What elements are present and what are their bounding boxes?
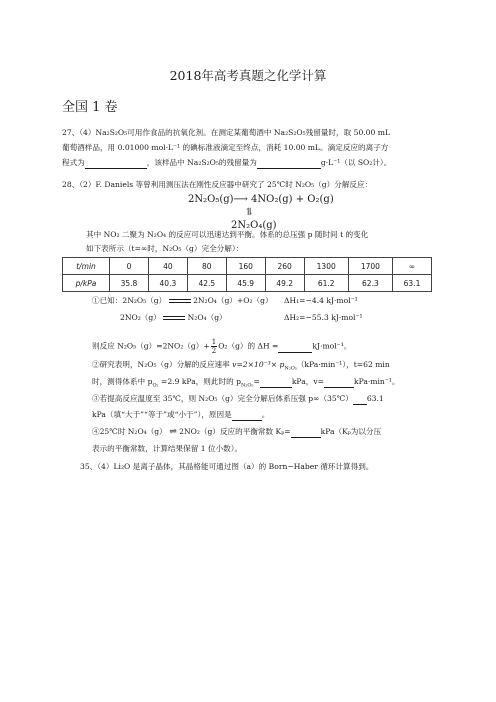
answer-blank — [257, 158, 321, 169]
part2-text-g: kPa，v= — [291, 377, 324, 386]
answer-blank — [85, 158, 147, 169]
subscript: O₂ — [152, 382, 159, 389]
table-cell: 0 — [110, 258, 149, 275]
answer-blank — [232, 410, 262, 421]
known-equation-1 — [92, 296, 273, 306]
part3-text-d: 。 — [261, 410, 270, 419]
q28-part3-line2 — [92, 410, 269, 421]
table-cell: ∞ — [392, 258, 431, 275]
q35-text: 35、（4）Li₂O 是离子晶体，其晶格能可通过图（a）的 Born−Haber 循环计算得到。 — [80, 462, 374, 471]
eq2-rhs: N₂O₄（g） — [187, 313, 227, 322]
q28-part1 — [92, 338, 351, 355]
table-cell: 42.5 — [187, 275, 226, 292]
delta-h1: ΔH₁=−4.4 kJ·mol⁻¹ — [284, 296, 358, 305]
table-cell: 1300 — [304, 258, 348, 275]
part3-text-c: kPa（填“大于”“等于”或“小于”），原因是 — [92, 410, 232, 419]
answer-blank — [260, 377, 292, 388]
answer-blank — [291, 427, 321, 438]
part2-text-a: ②研究表明，N₂O₅（g）分解的反应速率 — [92, 360, 230, 369]
table-cell: 61.2 — [304, 275, 348, 292]
table-row — [63, 275, 432, 292]
part4-text-a: ④25℃时 N₂O₄（g） — [92, 427, 167, 436]
pressure-table — [62, 257, 432, 292]
q28-part2-line1 — [92, 360, 390, 374]
q27-text-a: 程式为 — [62, 158, 85, 167]
answer-blank — [353, 394, 367, 405]
table-cell: 80 — [187, 258, 226, 275]
part1-text-c: kJ·mol⁻¹。 — [312, 341, 352, 351]
q28-part4-line2: 表示的平衡常数，计算结果保留 1 位小数）。 — [92, 444, 243, 453]
reaction-equation: 2N₂O₅(g)⟶ 4NO₂(g) + O₂(g) — [188, 194, 334, 205]
delta-h2: ΔH₂=−55.3 kJ·mol⁻¹ — [284, 313, 363, 322]
q27-text-b: ，该样品中 Na₂S₂O₅的残留量为 — [146, 158, 257, 167]
table-row — [63, 258, 432, 275]
part4-text-b: 2NO₂（g）反应的平衡常数 Kₚ= — [179, 427, 291, 436]
page-title: 2018年高考真题之化学计算 — [169, 68, 327, 83]
equilibrium-arrow: ⥮ — [245, 207, 254, 218]
fraction-denominator: 2 — [211, 347, 217, 355]
answer-blank — [324, 377, 354, 388]
part2-text-d: 时，测得体系中 p — [92, 377, 153, 386]
reversible-arrow-icon: ⇌ — [169, 427, 177, 437]
equals-sign-icon — [169, 298, 191, 304]
table-cell: 40.3 — [148, 275, 187, 292]
table-cell: 35.8 — [110, 275, 149, 292]
part2-text-c: （kPa·min⁻¹），t=62 min — [296, 360, 390, 369]
table-cell: 1700 — [348, 258, 392, 275]
part4-text-c: kPa（Kₚ为以分压 — [320, 427, 382, 436]
q28-desc-2: 如下表所示（t=∞时，N₂O₅（g）完全分解）： — [86, 244, 244, 253]
q27-line1: 27、（4）Na₂S₂O₅可用作食品的抗氧化剂。在测定某葡萄酒中 Na₂S₂O₅残留量时，取 50.00 mL — [62, 128, 391, 137]
eq1-lhs: ①已知：2N₂O₅（g） — [92, 296, 167, 305]
part2-text-e: =2.9 kPa，则此时的 p — [160, 377, 241, 386]
part2-text-f: = — [253, 377, 260, 386]
known-equation-2 — [120, 313, 227, 323]
table-cell: 260 — [265, 258, 304, 275]
part2-text-b: v=2×10⁻³× p — [232, 360, 285, 369]
q28-part3-line1 — [92, 394, 384, 405]
table-cell: 160 — [226, 258, 265, 275]
dimer-equation: 2N₂O₄(g) — [231, 220, 277, 231]
q28-desc-1: 其中 NO₂ 二聚为 N₂O₄ 的反应可以迅速达到平衡。体系的总压强 p 随时间 t 的变化 — [86, 230, 369, 239]
table-cell: 62.3 — [348, 275, 392, 292]
part3-text-b: 63.1 — [366, 394, 384, 403]
equals-sign-icon — [163, 315, 185, 321]
part1-text-a: 则反应 N₂O₅（g）=2NO₂（g）+ — [92, 341, 210, 351]
fraction — [211, 338, 217, 355]
q28-part2-line2 — [92, 377, 399, 391]
table-header: p/kPa — [63, 275, 110, 292]
part2-text-h: kPa·min⁻¹。 — [353, 377, 400, 386]
subscript: N₂O₅ — [284, 365, 297, 372]
answer-blank — [278, 342, 312, 353]
table-cell: 40 — [148, 258, 187, 275]
q27-text-c: g·L⁻¹（以 SO₂计）。 — [320, 158, 392, 167]
table-cell: 45.9 — [226, 275, 265, 292]
q28-part4-line1 — [92, 427, 381, 438]
table-cell: 63.1 — [392, 275, 431, 292]
part3-text-a: ③若提高反应温度至 35℃，则 N₂O₅（g）完全分解后体系压强 p∞（35℃） — [92, 394, 353, 403]
q27-line2: 葡萄酒样品，用 0.01000 mol·L⁻¹ 的碘标准液滴定至终点，消耗 10.00 mL。滴定反应的离子方 — [62, 143, 389, 152]
subscript: N₂O₅ — [240, 382, 254, 389]
q28-intro: 28、（2）F. Daniels 等曾利用测压法在刚性反应器中研究了 25℃时 N₂O₅（g）分解反应： — [62, 180, 373, 189]
eq1-rhs: 2N₂O₄（g）+O₂（g） — [193, 296, 273, 305]
part1-text-b: O₂（g）的 ΔH = — [218, 341, 279, 351]
section-heading: 全国 1 卷 — [62, 100, 118, 115]
fraction-numerator: 1 — [211, 338, 217, 346]
eq2-lhs: 2NO₂（g） — [120, 313, 161, 322]
table-header: t/min — [63, 258, 110, 275]
table-cell: 49.2 — [265, 275, 304, 292]
q27-line3 — [62, 158, 391, 169]
